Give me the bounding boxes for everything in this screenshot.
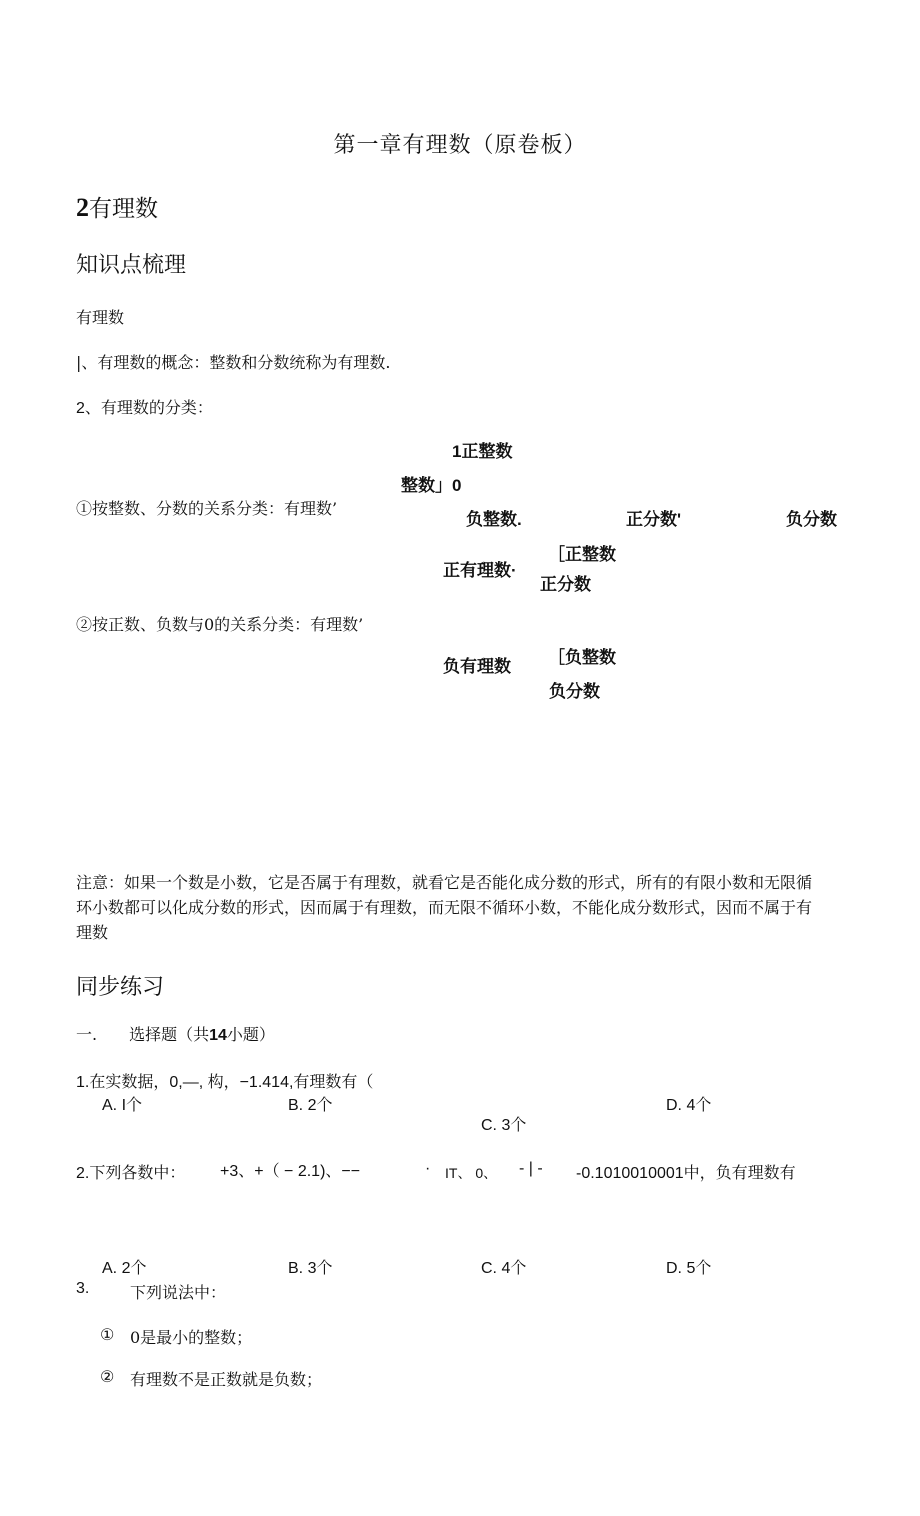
- class1-negative-fraction: 负分数: [786, 510, 837, 529]
- class1-negative-integer: 负整数.: [466, 510, 522, 529]
- choice-heading-number: 一.: [76, 1025, 98, 1044]
- choice-heading-count: 14: [209, 1027, 227, 1044]
- note-paragraph: 注意：如果一个数是小数，它是否属于有理数，就看它是否能化成分数的形式，所有的有限小数和无限循环小数都可以化成分数的形式，因而属于有理数，而无限不循环小数，不能化成分数形式，因而不属于有理数: [76, 873, 813, 942]
- question-2-option-d: D. 5个: [666, 1260, 712, 1277]
- section-heading: [76, 190, 158, 223]
- class2-positive-rational: 正有理数·: [443, 561, 517, 580]
- topic-label: 有理数: [76, 308, 125, 327]
- question-1-option-a: A. I个: [102, 1097, 143, 1114]
- question-2-option-b: B. 3个: [288, 1260, 333, 1277]
- class1-positive-integer: 1正整数: [452, 442, 513, 461]
- knowledge-heading: 知识点梳理: [76, 253, 187, 278]
- question-2-stem-pi: IT、 0、: [445, 1165, 498, 1181]
- question-2-stem-start: 2.下列各数中：: [76, 1165, 186, 1182]
- question-2-option-a: A. 2个: [102, 1260, 147, 1277]
- class1-integer: 整数」0: [401, 476, 462, 495]
- choice-heading: [76, 1022, 275, 1045]
- class1-positive-fraction: 正分数': [626, 510, 682, 529]
- question-1-option-d: D. 4个: [666, 1097, 712, 1114]
- class2-label: ②按正数、负数与0的关系分类：有理数’: [76, 615, 364, 634]
- class2-positive-fraction: 正分数: [540, 575, 591, 594]
- question-3-item-2-text: 有理数不是正数就是负数；: [130, 1370, 323, 1389]
- question-3-item-2-mark: ②: [100, 1367, 115, 1386]
- question-1-option-c: C. 3个: [481, 1117, 527, 1134]
- question-2-stem-numbers: +3、+（ − 2.1)、−−: [220, 1163, 361, 1180]
- question-3-number: 3.: [76, 1280, 90, 1297]
- page-title: 第一章有理数（原卷板）: [333, 133, 587, 158]
- question-1-option-b: B. 2个: [288, 1097, 333, 1114]
- class2-negative-rational: 负有理数: [443, 657, 511, 676]
- class2-negative-integer: ［负整数: [548, 648, 616, 667]
- question-2-dot: ·: [425, 1160, 431, 1177]
- question-2-stem-abs: - | -: [519, 1160, 543, 1177]
- classification-heading: 2、有理数的分类：: [76, 400, 213, 417]
- practice-heading: 同步练习: [76, 975, 165, 1000]
- question-3-item-1-mark: ①: [100, 1325, 115, 1344]
- question-2-stem-end: -0.1010010001中，负有理数有: [576, 1165, 796, 1182]
- section-number: 2: [76, 193, 89, 222]
- concept-text: |、有理数的概念：整数和分数统称为有理数.: [76, 353, 391, 372]
- question-1-stem: 1.在实数据，0,—, 构，−1.414,有理数有（: [76, 1074, 374, 1091]
- choice-heading-tail: 小题）: [226, 1025, 275, 1044]
- section-name: 有理数: [89, 196, 158, 222]
- class1-label: ①按整数、分数的关系分类：有理数’: [76, 499, 338, 518]
- choice-heading-text: 选择题（共: [129, 1025, 210, 1044]
- question-2-option-c: C. 4个: [481, 1260, 527, 1277]
- question-3-stem: 下列说法中：: [130, 1283, 227, 1302]
- question-3-item-1-text: 0是最小的整数；: [130, 1328, 253, 1347]
- class2-positive-integer: ［正整数: [548, 545, 616, 564]
- class2-negative-fraction: 负分数: [549, 682, 600, 701]
